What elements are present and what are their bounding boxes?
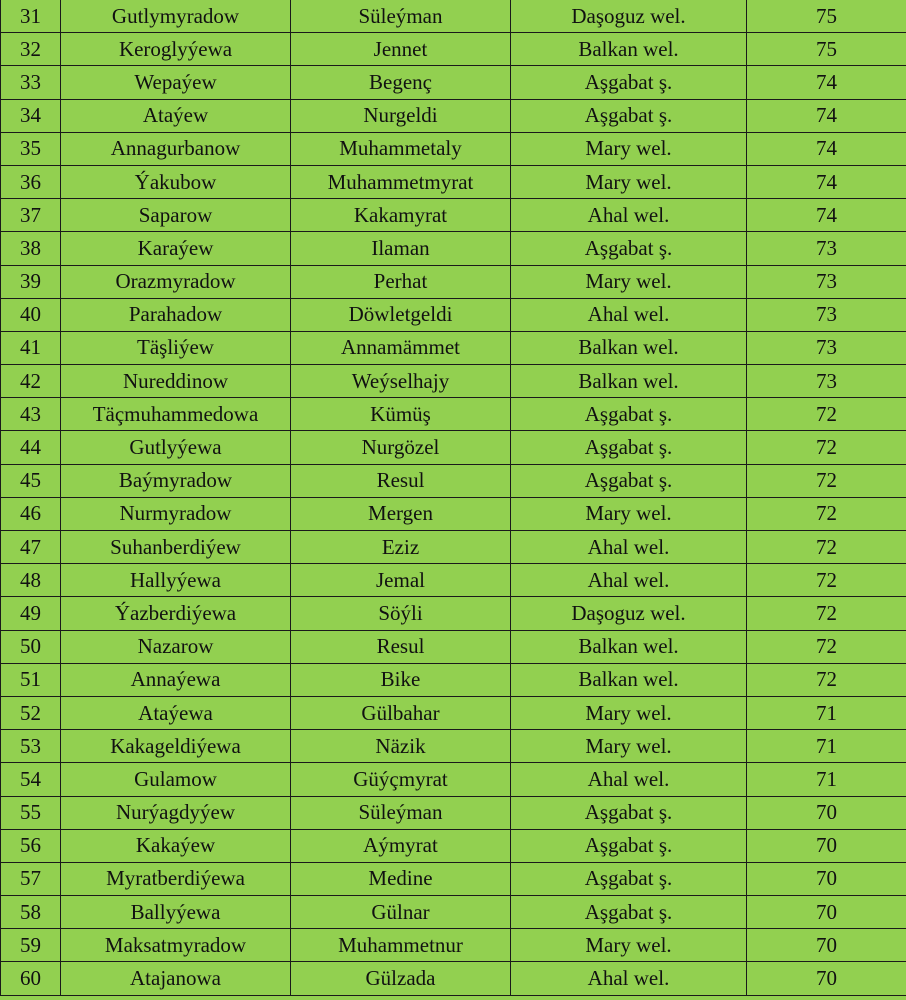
first-name-cell: Jemal [291,564,511,597]
row-number: 55 [1,796,61,829]
row-number: 45 [1,464,61,497]
table-row [1,829,906,862]
surname-cell: Ballyýewa [61,896,291,929]
score-cell: 74 [747,165,906,198]
first-name-cell: Resul [291,630,511,663]
table-row [1,232,906,265]
first-name-cell: Weýselhajy [291,365,511,398]
row-number: 37 [1,199,61,232]
score-cell: 70 [747,796,906,829]
table-row [1,165,906,198]
score-cell: 72 [747,464,906,497]
region-cell: Aşgabat ş. [511,896,747,929]
score-cell: 74 [747,132,906,165]
surname-cell: Myratberdiýewa [61,862,291,895]
first-name-cell: Muhammetnur [291,929,511,962]
table-row [1,564,906,597]
region-cell: Aşgabat ş. [511,232,747,265]
row-number: 35 [1,132,61,165]
region-cell: Balkan wel. [511,630,747,663]
table-row [1,33,906,66]
first-name-cell: Döwletgeldi [291,298,511,331]
row-number: 54 [1,763,61,796]
table-row [1,431,906,464]
score-cell: 71 [747,730,906,763]
row-number: 39 [1,265,61,298]
row-number: 60 [1,962,61,995]
score-cell: 74 [747,66,906,99]
region-cell: Ahal wel. [511,298,747,331]
region-cell: Aşgabat ş. [511,66,747,99]
first-name-cell: Resul [291,464,511,497]
row-number: 34 [1,99,61,132]
first-name-cell: Ilaman [291,232,511,265]
surname-cell: Saparow [61,199,291,232]
score-cell: 72 [747,630,906,663]
first-name-cell: Kümüş [291,398,511,431]
score-cell: 70 [747,929,906,962]
table-row [1,630,906,663]
first-name-cell: Gülbahar [291,696,511,729]
surname-cell: Annaýewa [61,663,291,696]
first-name-cell: Perhat [291,265,511,298]
region-cell: Aşgabat ş. [511,99,747,132]
table-row [1,66,906,99]
row-number: 36 [1,165,61,198]
first-name-cell: Süleýman [291,796,511,829]
row-number: 57 [1,862,61,895]
score-cell: 72 [747,531,906,564]
table-row [1,331,906,364]
region-cell: Aşgabat ş. [511,464,747,497]
surname-cell: Gulamow [61,763,291,796]
table-row [1,0,906,33]
score-cell: 72 [747,597,906,630]
table-row [1,298,906,331]
region-cell: Ahal wel. [511,564,747,597]
table-row [1,663,906,696]
row-number: 51 [1,663,61,696]
score-cell: 73 [747,298,906,331]
surname-cell: Keroglyýewa [61,33,291,66]
score-cell: 70 [747,962,906,995]
table-row [1,929,906,962]
table-row [1,531,906,564]
surname-cell: Täçmuhammedowa [61,398,291,431]
region-cell: Daşoguz wel. [511,0,747,33]
region-cell: Mary wel. [511,696,747,729]
score-cell: 72 [747,564,906,597]
surname-cell: Parahadow [61,298,291,331]
region-cell: Balkan wel. [511,663,747,696]
row-number: 48 [1,564,61,597]
table-row [1,862,906,895]
row-number: 58 [1,896,61,929]
surname-cell: Baýmyradow [61,464,291,497]
score-cell: 70 [747,896,906,929]
first-name-cell: Annamämmet [291,331,511,364]
first-name-cell: Muhammetaly [291,132,511,165]
surname-cell: Kakaýew [61,829,291,862]
row-number: 31 [1,0,61,33]
surname-cell: Täşliýew [61,331,291,364]
first-name-cell: Nurgeldi [291,99,511,132]
first-name-cell: Güýçmyrat [291,763,511,796]
region-cell: Aşgabat ş. [511,431,747,464]
row-number: 56 [1,829,61,862]
surname-cell: Nureddinow [61,365,291,398]
score-cell: 73 [747,365,906,398]
region-cell: Mary wel. [511,165,747,198]
row-number: 49 [1,597,61,630]
region-cell: Ahal wel. [511,962,747,995]
score-cell: 71 [747,696,906,729]
row-number: 32 [1,33,61,66]
surname-cell: Suhanberdiýew [61,531,291,564]
surname-cell: Orazmyradow [61,265,291,298]
surname-cell: Nurmyradow [61,497,291,530]
surname-cell: Wepaýew [61,66,291,99]
table-row [1,962,906,995]
table-row [1,896,906,929]
surname-cell: Atajanowa [61,962,291,995]
first-name-cell: Begenç [291,66,511,99]
table-row [1,265,906,298]
surname-cell: Ýazberdiýewa [61,597,291,630]
region-cell: Aşgabat ş. [511,862,747,895]
surname-cell: Nazarow [61,630,291,663]
surname-cell: Ataýewa [61,696,291,729]
table-row [1,365,906,398]
table-row [1,99,906,132]
first-name-cell: Gülzada [291,962,511,995]
row-number: 41 [1,331,61,364]
row-number: 43 [1,398,61,431]
first-name-cell: Medine [291,862,511,895]
table-row [1,796,906,829]
table-row [1,763,906,796]
table-row [1,132,906,165]
surname-cell: Karaýew [61,232,291,265]
region-cell: Mary wel. [511,497,747,530]
first-name-cell: Söýli [291,597,511,630]
surname-cell: Ýakubow [61,165,291,198]
surname-cell: Hallyýewa [61,564,291,597]
region-cell: Balkan wel. [511,331,747,364]
score-cell: 70 [747,829,906,862]
score-cell: 71 [747,763,906,796]
surname-cell: Gutlyýewa [61,431,291,464]
region-cell: Balkan wel. [511,33,747,66]
table-row [1,696,906,729]
row-number: 50 [1,630,61,663]
table-row [1,497,906,530]
first-name-cell: Aýmyrat [291,829,511,862]
row-number: 59 [1,929,61,962]
region-cell: Ahal wel. [511,763,747,796]
row-number: 52 [1,696,61,729]
region-cell: Mary wel. [511,132,747,165]
first-name-cell: Süleýman [291,0,511,33]
region-cell: Aşgabat ş. [511,398,747,431]
table-row [1,597,906,630]
first-name-cell: Bike [291,663,511,696]
row-number: 33 [1,66,61,99]
row-number: 46 [1,497,61,530]
region-cell: Balkan wel. [511,365,747,398]
surname-cell: Nurýagdyýew [61,796,291,829]
row-number: 42 [1,365,61,398]
score-cell: 70 [747,862,906,895]
first-name-cell: Gülnar [291,896,511,929]
first-name-cell: Mergen [291,497,511,530]
score-cell: 75 [747,0,906,33]
row-number: 44 [1,431,61,464]
row-number: 38 [1,232,61,265]
region-cell: Mary wel. [511,730,747,763]
score-cell: 73 [747,265,906,298]
surname-cell: Ataýew [61,99,291,132]
region-cell: Ahal wel. [511,199,747,232]
score-cell: 72 [747,431,906,464]
region-cell: Aşgabat ş. [511,829,747,862]
score-cell: 72 [747,398,906,431]
region-cell: Aşgabat ş. [511,796,747,829]
table-row [1,464,906,497]
score-cell: 73 [747,331,906,364]
row-number: 47 [1,531,61,564]
first-name-cell: Kakamyrat [291,199,511,232]
region-cell: Mary wel. [511,265,747,298]
region-cell: Ahal wel. [511,531,747,564]
surname-cell: Gutlymyradow [61,0,291,33]
surname-cell: Kakageldiýewa [61,730,291,763]
score-cell: 74 [747,99,906,132]
first-name-cell: Muhammetmyrat [291,165,511,198]
first-name-cell: Jennet [291,33,511,66]
first-name-cell: Nurgözel [291,431,511,464]
table-row [1,398,906,431]
score-cell: 72 [747,497,906,530]
first-name-cell: Eziz [291,531,511,564]
results-table-body [1,0,906,995]
score-cell: 75 [747,33,906,66]
surname-cell: Annagurbanow [61,132,291,165]
score-cell: 72 [747,663,906,696]
table-row [1,730,906,763]
region-cell: Mary wel. [511,929,747,962]
score-cell: 73 [747,232,906,265]
first-name-cell: Näzik [291,730,511,763]
region-cell: Daşoguz wel. [511,597,747,630]
row-number: 40 [1,298,61,331]
surname-cell: Maksatmyradow [61,929,291,962]
score-cell: 74 [747,199,906,232]
row-number: 53 [1,730,61,763]
table-row [1,199,906,232]
